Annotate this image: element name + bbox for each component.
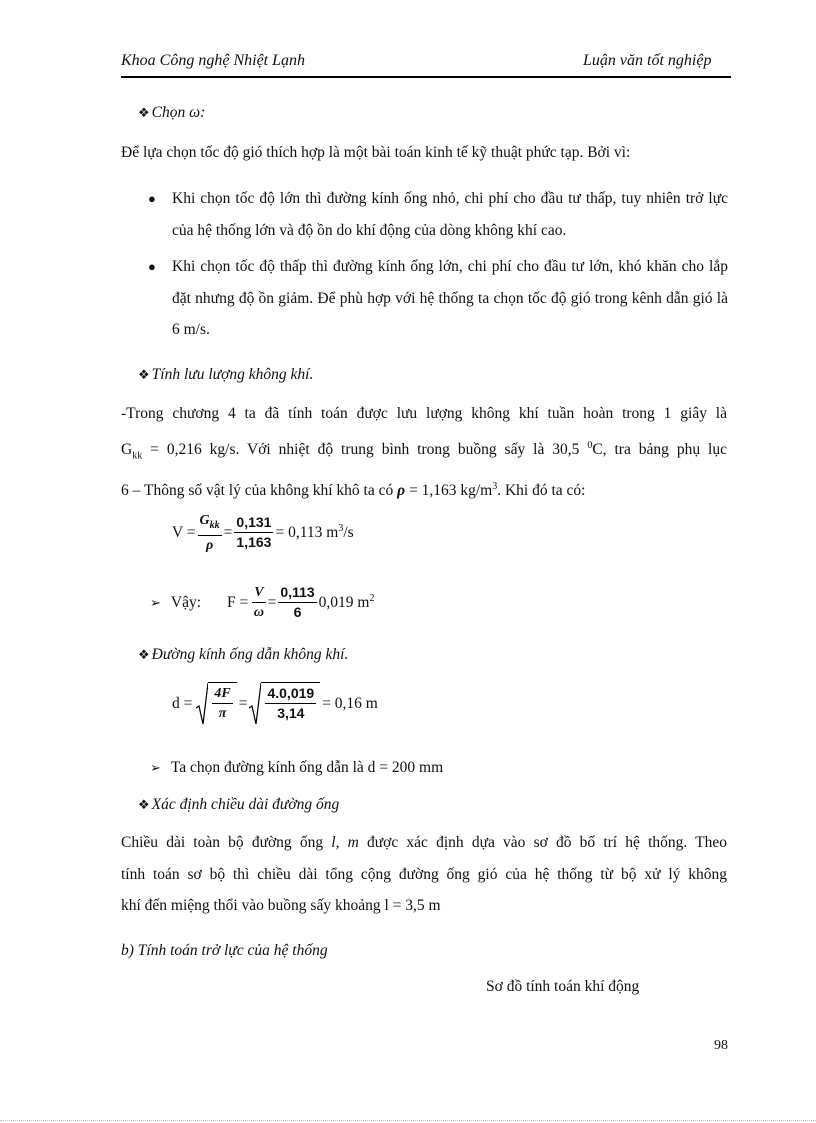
diamond-bullet-icon: ❖	[138, 797, 150, 812]
square-root-1	[196, 682, 236, 726]
heading-duong-kinh: ❖ Đường kính ống dẫn không khí.	[138, 646, 349, 663]
chieu-dai-line-1: Chiều dài toàn bộ đường ống l, m được xác định dựa vào sơ đồ bố trí hệ thống. Theo	[121, 834, 728, 851]
bullet-1-text: Khi chọn tốc độ lớn thì đường kính ống nhỏ, chi phí cho đầu tư thấp, tuy nhiên trở lực của hệ thống lớn và độ ồn do khí động của dòng không khí cao.	[172, 190, 728, 239]
bullet-2-text: Khi chọn tốc độ thấp thì đường kính ống lớn, chi phí cho đầu tư lớn, khó khăn cho lắp đặt nhưng độ ồn giảm. Để phù hợp với hệ thống ta chọn tốc độ gió trong kênh dẫn gió là 6 m/s.	[172, 258, 728, 338]
intro-text: Để lựa chọn tốc độ gió thích hợp là một bài toán kinh tế kỹ thuật phức tạp. Bởi vì:	[121, 144, 631, 161]
heading-tinh-luu-luong: ❖ Tính lưu lượng không khí.	[138, 366, 314, 383]
chieu-dai-paragraph	[121, 827, 727, 922]
page-bottom-border	[0, 1120, 816, 1121]
choose-diameter-line: ➢ Ta chọn đường kính ống dẫn là d = 200 mm	[150, 759, 444, 776]
diamond-bullet-icon: ❖	[138, 105, 150, 120]
page-number: 98	[714, 1038, 728, 1053]
bullet-dot-icon: ●	[148, 259, 156, 274]
fraction-v-omega: $\frac{V}{\omega}$	[253, 585, 265, 620]
fraction-values: $\frac{0,113}{6}$	[280, 584, 315, 620]
heading-chieu-dai: ❖ Xác định chiều dài đường ống	[138, 796, 340, 813]
heading-tro-luc: b) Tính toán trở lực của hệ thống	[121, 942, 328, 959]
fraction-gkk-rho: $\frac{G_{kk}}{\rho}$	[199, 513, 220, 553]
header-left: Khoa Công nghệ Nhiệt Lạnh	[121, 52, 306, 69]
luu-luong-line-1: -Trong chương 4 ta đã tính toán được lưu lượng không khí tuần hoàn trong 1 giây là	[121, 405, 727, 422]
fraction-values: $\frac{4.0,019}{3,14}$	[267, 685, 315, 721]
luu-luong-line-2: $G_{kk} = 0,216$ kg/s. Với nhiệt độ trung bình trong buồng sấy là 30,5 $^0$C, tra bảng phụ lục	[121, 439, 727, 461]
bullet-dot-icon: ●	[148, 191, 156, 206]
heading-chon-omega: ❖ Chọn ω:	[138, 104, 206, 121]
header-right: Luận văn tốt nghiệp	[583, 52, 712, 69]
fraction-4f-pi: $\frac{4F}{\pi}$	[214, 686, 231, 721]
luu-luong-paragraph	[121, 398, 727, 507]
header-rule	[121, 76, 731, 78]
fraction-values: $\frac{0,131}{1,163}$	[236, 514, 272, 551]
chieu-dai-line-3: khí đến miệng thổi vào buồng sấy khoảng l = 3,5 m	[121, 897, 441, 914]
arrow-bullet-icon: ➢	[150, 760, 161, 775]
arrow-bullet-icon: ➢	[150, 594, 161, 610]
diamond-bullet-icon: ❖	[138, 367, 150, 382]
so-do-caption: Sơ đồ tính toán khí động	[486, 978, 640, 995]
diamond-bullet-icon: ❖	[138, 647, 150, 662]
equation-diameter: d = $\frac{4F}{\pi}$ = $\frac{4.0,019}{3,14}$ = 0,16 m	[172, 682, 378, 726]
chieu-dai-line-2: tính toán sơ bộ thì chiều dài tổng cộng đường ống gió của hệ thống từ bộ xử lý không	[121, 865, 727, 883]
equation-area: ➢ Vậy: F = $\frac{V}{\omega}$ = $\frac{0,113}{6}$ 0,019 $m^2$	[150, 584, 375, 620]
equation-volume-flow: V = $\frac{G_{kk}}{\rho}$ = $\frac{0,131}{1,163}$ = 0,113 $m^3/s$	[172, 513, 354, 553]
square-root-2	[249, 682, 320, 726]
luu-luong-line-3: 6 – Thông số vật lý của không khí khô ta có ρ = 1,163 $kg/m^3$. Khi đó ta có:	[121, 481, 586, 500]
